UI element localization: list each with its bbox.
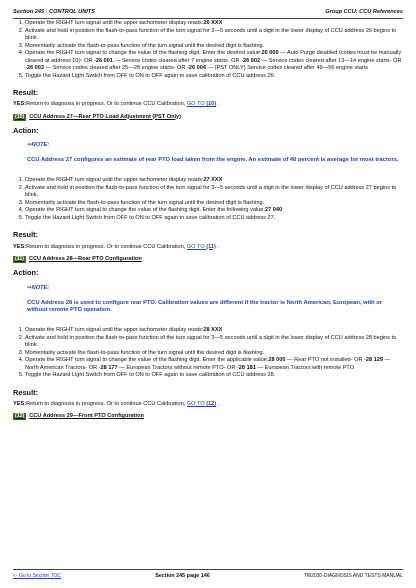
ccu27-step-5: 5. Toggle the Hazard Light Switch from OFF to ON to OFF again to save calibration of CCU address 27. (25, 215, 403, 222)
ccu28-step-1: 1. Operate the RIGHT turn signal until the upper tachometer display reads:28 XXX (25, 327, 403, 334)
footer-divider (13, 569, 403, 570)
ccu26-step-1: 1. Operate the RIGHT turn signal until the upper tachometer display reads:26 XXX (25, 20, 403, 27)
header-section: Section 245 - CONTROL UNITS (13, 9, 95, 15)
note-label-10: ⇒NOTE: (27, 142, 50, 149)
ccu27-step-3: 3. Momentarily activate the flash-to-pass function of the turn signal until the desired digit is flashing. (25, 200, 403, 207)
result-yes-3: YES:Return to diagnosis in progress. Or to continue CCU Calibration, GO TO (12) . (13, 400, 220, 407)
step-badge-10: (10) (15, 113, 25, 120)
action-heading-11: Action: (13, 268, 39, 278)
goto-link-12[interactable]: GO TO (12) (186, 400, 217, 407)
note-label-11: ⇒NOTE: (27, 284, 50, 291)
result-heading-2: Result: (13, 230, 39, 240)
ccu28-step-2: 2. Activate and hold in position the flash-to-pass function of the turn signal for 3—5 seconds until a digit in the lower display of CCU address 28 begins to blink. (25, 335, 403, 350)
action-heading-10: Action: (13, 125, 39, 135)
ccu26-display-value: 26 XXX (203, 20, 223, 26)
note-text-10: CCU Address 27 configures an estimate of rear PTO load taken from the engine. An estimate of 40 percent is average for most tractors. (27, 157, 399, 164)
note-text-11: CCU Address 28 is used to configure rear PTO. Calibration values are different if the tractor is North American, European, with or without remote PTO operation. (27, 299, 383, 314)
result-heading-3: Result: (13, 387, 39, 397)
ccu28-steps (13, 327, 403, 380)
step-badge-11: (11) (15, 256, 24, 263)
note-10 (13, 142, 403, 165)
page-number: Section 245 page 146 (155, 573, 210, 579)
page-header (13, 6, 403, 18)
ccu27-step-1: 1. Operate the RIGHT turn signal until the upper tachometer display reads:27 XXX (25, 177, 403, 184)
toc-link[interactable]: <- Go to Section TOC (13, 573, 62, 579)
ccu28-step-4: 4. Operate the RIGHT turn signal to change the value of the flashing digit. Enter the applicable value:28 000 — Rear PTO not installed- OR -28 129 — North American Tractors- OR -28 177 — European Tractors without remote PTO- OR -28 181 — European Tractors with remote PTO (25, 357, 403, 372)
ccu27-step-2: 2. Activate and hold in position the flash-to-pass function of the turn signal for 3—5 seconds until a digit in the lower display of CCU address 27 begins to blink. (25, 185, 403, 200)
result-heading-1: Result: (13, 87, 39, 97)
goto-link-10[interactable]: GO TO (10) (186, 101, 217, 108)
ccu26-step-2: 2. Activate and hold in position the flash-to-pass function of the turn signal for 3—5 seconds until a digit in the lower display of CCU address 26 begins to blink. (25, 28, 403, 43)
section-11-title: (11) CCU Address 28—Rear PTO Configuration (15, 255, 142, 263)
ccu26-steps (13, 20, 403, 80)
ccu27-steps (13, 177, 403, 222)
header-divider (13, 18, 403, 19)
ccu27-step-4: 4. Operate the RIGHT turn signal to change the value of the flashing digit. Enter the following value:27 040 (25, 207, 403, 214)
ccu26-step-4: 4. Operate the RIGHT turn signal to change the value of the flashing digit. Enter the desired value:26 000 — Auto Purge disabled (codes must be manually cleared at address 01)- OR -26 001 — Service codes cleared after 7 engine starts- OR -26 002 — Service codes cleared after 13—14 engine starts- OR -26 003 — Service codes cleared after 25—28 engine starts- OR -26 004 — (PST ONLY) Service codes cleared after 49—56 engine starts (25, 50, 403, 72)
result-yes-2: YES:Return to diagnosis in progress. Or to continue CCU Calibration, GO TO (11) . (13, 243, 219, 250)
section-10-title: (10) CCU Address 27—Rear PTO Load Adjustment (PST Only) (15, 113, 182, 120)
manual-title: TM2030-DIAGNOSIS AND TESTS MANUAL (303, 573, 403, 579)
step-badge-12: (12) (15, 413, 25, 420)
header-group: Group CCU: CCU References (325, 9, 403, 15)
ccu28-step-5: 5. Toggle the Hazard Light Switch from OFF to ON to OFF again to save calibration of CCU address 28. (25, 372, 403, 379)
ccu26-step-3: 3. Momentarily activate the flash-to-pass function of the turn signal until the desired digit is flashing. (25, 43, 403, 50)
ccu26-step-5: 5. Toggle the Hazard Light Switch from OFF to ON to OFF again to save calibration of CCU address 26. (25, 73, 403, 80)
ccu28-step-3: 3. Momentarily activate the flash-to-pass function of the turn signal until the desired digit is flashing. (25, 350, 403, 357)
result-yes-1: YES:Return to diagnosis in progress. Or to continue CCU Calibration, GO TO (10) . (13, 101, 220, 108)
note-11 (13, 285, 403, 315)
page-content (13, 20, 403, 427)
goto-link-11[interactable]: GO TO (11) (186, 243, 216, 250)
page-footer (13, 571, 403, 581)
section-12-title: (12) CCU Address 29—Front PTO Configuration (15, 413, 144, 420)
